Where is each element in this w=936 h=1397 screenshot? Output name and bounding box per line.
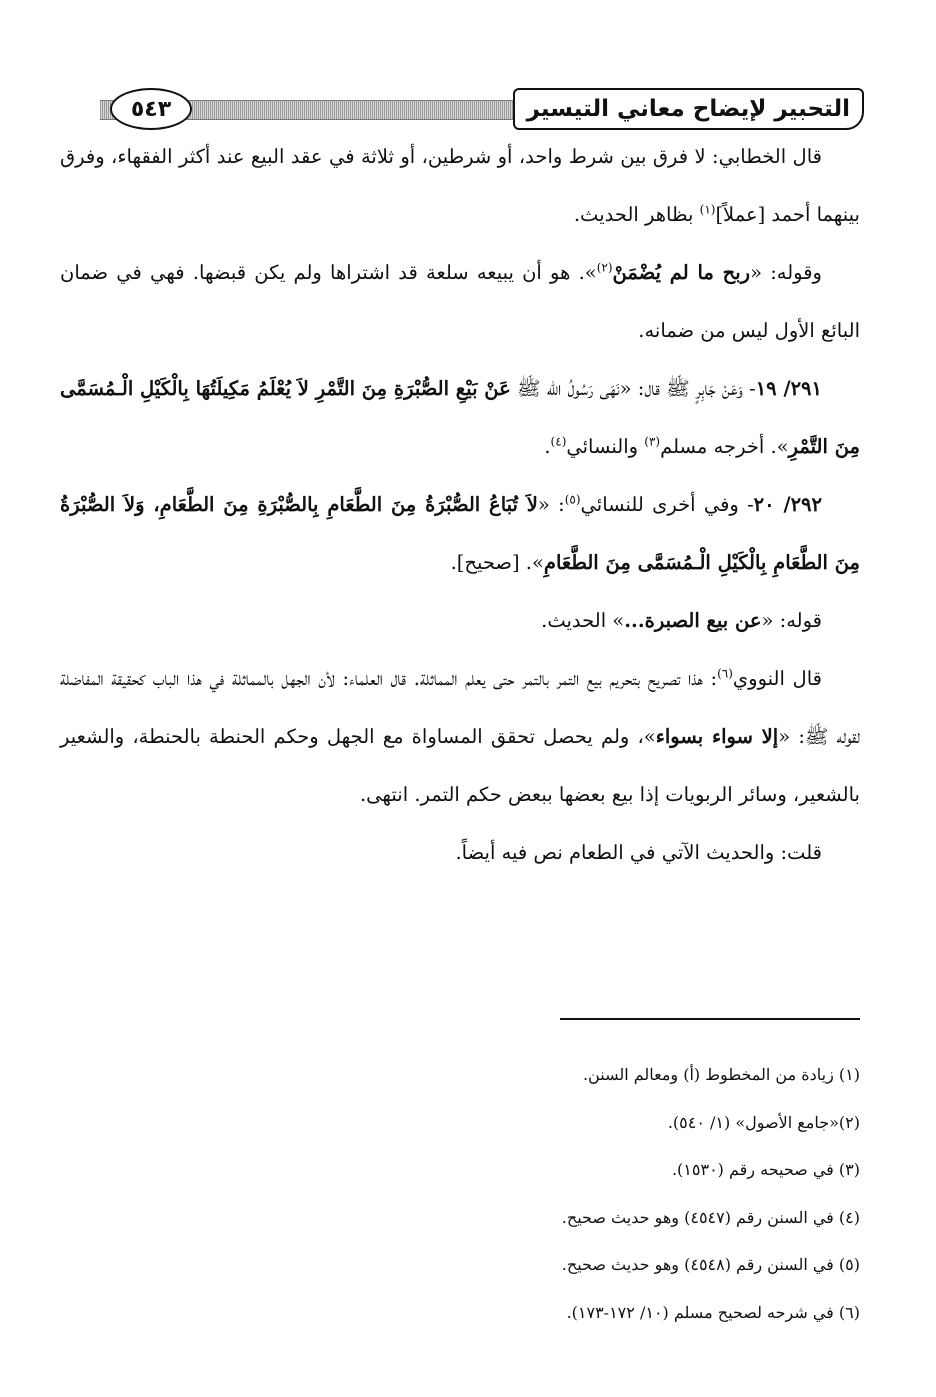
footnote-ref: (١) [699, 202, 716, 217]
hadith-text: عَنْ بَيْعِ الصُّبْرَةِ مِنَ التَّمْرِ لاَ يُعْلَمُ مَكِيلَتُهَا بِالْكَيْلِ الْـمُسَمَّى مِنَ التَّمْرِ [60, 377, 860, 458]
paragraph-text: ». أخرجه مسلم [660, 435, 789, 458]
footnote-separator [560, 1018, 860, 1020]
footnote-ref: (٦) [717, 666, 733, 681]
page-number: ٥٤٣ [110, 88, 192, 130]
paragraph-khattabi [60, 128, 860, 244]
quoted-hadith-phrase: ربح ما لم يُضْمَنْ [612, 261, 751, 284]
paragraph-text: - وفي أخرى للنسائي [580, 493, 754, 516]
hadith-number: ٢٩١/ ١٩ [755, 377, 822, 400]
paragraph-text: : « [537, 493, 565, 516]
footnote-ref: (٢) [596, 260, 613, 275]
paragraph-text: » الحديث. [541, 609, 625, 632]
paragraph-text: قال النووي [732, 667, 822, 690]
paragraph-text: »، ولم يحصل تحقق المساواة مع الجهل وحكم الحنطة بالحنطة، والشعير بالشعير، وسائر الربويات إذا بيع بعضها ببعض حكم التمر. انتهى. [60, 725, 860, 806]
hadith-292 [60, 476, 860, 592]
paragraph-nawawi [60, 650, 860, 824]
footnote-6: (٦) في شرحه لصحيح مسلم (١٠/ ١٧٢-١٧٣). [566, 1302, 860, 1322]
footnotes [60, 1051, 860, 1336]
paragraph-qultu: قلت: والحديث الآتي في الطعام نص فيه أيضاً. [455, 841, 822, 864]
paragraph-text: ». هو أن يبيعه سلعة قد اشتراها ولم يكن قبضها. فهي في ضمان البائع الأول ليس من ضمانه. [60, 261, 860, 342]
paragraph-text: قال الخطابي: لا فرق بين شرط واحد، أو شرطين، أو ثلاثة في عقد البيع عند أكثر الفقهاء، وفرق بينهما أحمد [عملاً] [60, 145, 860, 226]
footnote-ref: (٣) [644, 434, 661, 449]
hadith-291 [60, 360, 860, 476]
footnote-2: (٢)«جامع الأصول» (١/ ٥٤٠). [667, 1112, 860, 1132]
footnote-ref: (٤) [550, 434, 567, 449]
quoted-hadith-phrase: إلا سواء بسواء [655, 725, 779, 748]
paragraph-text: بظاهر الحديث. [573, 203, 700, 226]
main-text [60, 128, 860, 882]
footnote-ref: (٥) [564, 492, 581, 507]
paragraph-text: وقوله: « [750, 261, 822, 284]
hadith-text: لاَ تُبَاعُ الصُّبْرَةُ مِنَ الطَّعَامِ بِالصُّبْرَةِ مِنَ الطَّعَامِ، وَلاَ الصُّبْرَةُ مِنَ الطَّعَامِ بِالْكَيْلِ الْـمُسَمَّى مِنَ الطَّعَامِ [60, 493, 860, 574]
book-title: التحبير لإيضاح معاني التيسير [513, 88, 864, 130]
footnote-1: (١) زيادة من المخطوط (أ) ومعالم السنن. [582, 1065, 860, 1084]
paragraph-text: قوله: « [761, 609, 822, 632]
paragraph-ribh [60, 244, 860, 360]
quoted-hadith-phrase: عن بيع الصبرة... [624, 609, 762, 632]
paragraph-text: ». [صحيح]. [450, 551, 544, 574]
footnote-4: (٤) في السنن رقم (٤٥٤٧) وهو حديث صحيح. [561, 1207, 860, 1227]
footnote-5: (٥) في السنن رقم (٤٥٤٨) وهو حديث صحيح. [561, 1255, 860, 1274]
footnote-3: (٣) في صحيحه رقم (١٥٣٠). [671, 1160, 860, 1179]
paragraph-text: - وَعَنْ جَابِرٍ ﷺ قال: «نَهَى رَسُولُ الله ﷺ [510, 377, 756, 400]
paragraph-text: . [544, 435, 551, 458]
paragraph-commentary-subra [60, 592, 860, 650]
paragraph-text: : هذا تصريح بتحريم بيع التمر بالتمر حتى يعلم المماثلة. قال العلماء: لأن الجهل بالمماثلة في هذا الباب كحقيقة المفاضلة لقوله ﷺ: « [60, 667, 860, 748]
paragraph-text: والنسائي [566, 435, 645, 458]
hadith-number: ٢٩٢/ ٢٠ [753, 493, 822, 516]
